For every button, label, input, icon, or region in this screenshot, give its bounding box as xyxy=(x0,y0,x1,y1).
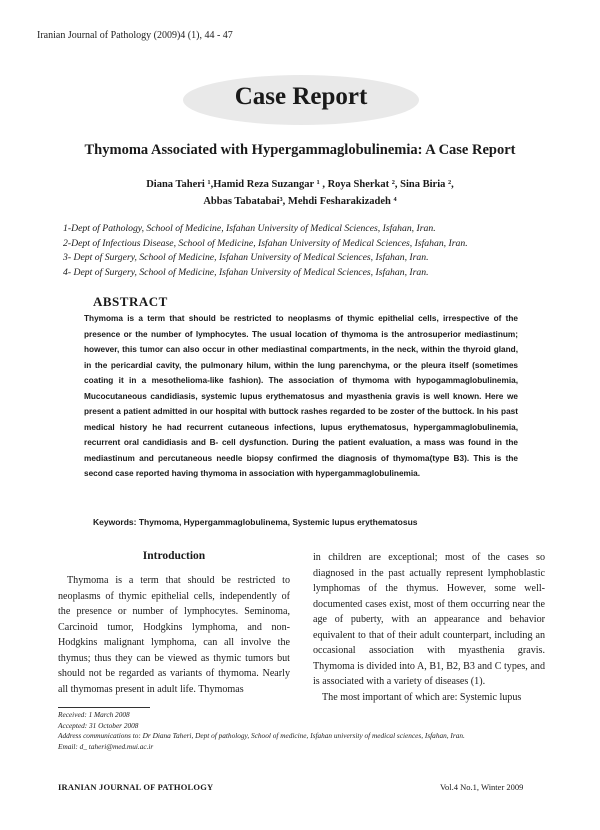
author-list xyxy=(30,176,570,210)
right-column xyxy=(313,550,545,705)
banner-title: Case Report xyxy=(234,83,368,110)
article-title: Thymoma Associated with Hypergammaglobulinemia: A Case Report xyxy=(84,142,516,158)
footer-volume: Vol.4 No.1, Winter 2009 xyxy=(440,782,524,792)
footnote-received: Received: 1 March 2008 xyxy=(58,710,130,719)
footer-journal-name: IRANIAN JOURNAL OF PATHOLOGY xyxy=(58,782,214,792)
footnote-accepted: Accepted: 31 October 2008 xyxy=(58,720,139,730)
keywords: Keywords: Thymoma, Hypergammaglobulinema, Systemic lupus erythematosus xyxy=(93,517,418,527)
footnote-divider xyxy=(58,707,150,708)
left-column-text: Thymoma is a term that should be restricted to neoplasms of thymic epithelial cells, independently of the presence or number of lymphocytes. Seminoma, Carcinoid tumor, Hodgkins lymphoma, and non-Hodgkins malignant lymphoma, can all involve the thymus; thus they can be viewed as thymic tumors but should not be regarded as variants of thymoma. Nearly all thymomas present in adult life. Thymomas xyxy=(58,575,290,695)
abstract-text: Thymoma is a term that should be restricted to neoplasms of thymic epithelial cells, irrespective of the presence or the number of lymphocytes. The usual location of thymoma is the antrosuperior mediastinum; however, this tumor can also occur in other mediastinal compartments, in the neck, within the thyroid gland, in the pericardial cavity, the pulmonary hilum, within the lung parenchyma, or the pleura itself (sometimes coating it in a mesothelioma-like fashion). The association of thymoma with hypogammaglobulinemia, Mucocutaneous candidiasis, systemic lupus erythematosus and myasthenia gravis is well known. Here we present a patient admitted in our hospital with buttock rashes regarded to be zoster of the buttock. In his past medical history he had recurrent cutaneous infections, lupus erythematosus, hypergammaglobulinemia, recurrent oral candidiasis and B- cell dysfunction. During the patient evaluation, a mass was found in the mediastinum and percutaneous needle biopsy confirmed the diagnosis of thymoma(type B3). This is the second case reported having thymoma in association with hypergammaglobulinemia. xyxy=(84,314,518,478)
affiliation-item: 1-Dept of Pathology, School of Medicine, Isfahan University of Medical Sciences, Isfahan, Iran. xyxy=(63,223,436,234)
right-column-paragraph: in children are exceptional; most of the cases so diagnosed in the past actually represent lymphoblastic lymphomas of the thymus. However, some well-documented cases exist, most of them occurring near the age of puberty, with an appearance and behavior equivalent to that of their adult counterpart, including an occasional association with myasthenia gravis. Thymoma is divided into A, B1, B2, B3 and C types, and is associated with a variety of diseases (1). xyxy=(313,552,545,687)
affiliation-item: 3- Dept of Surgery, School of Medicine, Isfahan University of Medical Sciences, Isfahan, Iran. xyxy=(63,252,429,263)
footnote-email: Email: d_ taheri@med.mui.ac.ir xyxy=(58,741,154,751)
authors-line-1: Diana Taheri ¹,Hamid Reza Suzangar ¹ , Roya Sherkat ², Sina Biria ², xyxy=(146,179,454,190)
footnotes xyxy=(58,710,558,752)
journal-reference: Iranian Journal of Pathology (2009)4 (1), 44 - 47 xyxy=(37,30,233,41)
affiliation-item: 2-Dept of Infectious Disease, School of Medicine, Isfahan University of Medical Sciences, Isfahan, Iran. xyxy=(63,237,468,249)
footnote-address: Address communications to: Dr Diana Taheri, Dept of pathology, School of medicine, Isfahan university of medical sciences, Isfahan, Iran. xyxy=(58,731,465,740)
abstract-heading: ABSTRACT xyxy=(93,294,168,309)
authors-line-2: Abbas Tabatabai³, Mehdi Fesharakizadeh ⁴ xyxy=(203,196,397,207)
affiliation-item: 4- Dept of Surgery, School of Medicine, Isfahan University of Medical Sciences, Isfahan, Iran. xyxy=(63,266,429,278)
affiliations xyxy=(63,222,583,280)
right-column-paragraph: The most important of which are: Systemic lupus xyxy=(322,691,522,703)
introduction-heading: Introduction xyxy=(142,550,206,562)
